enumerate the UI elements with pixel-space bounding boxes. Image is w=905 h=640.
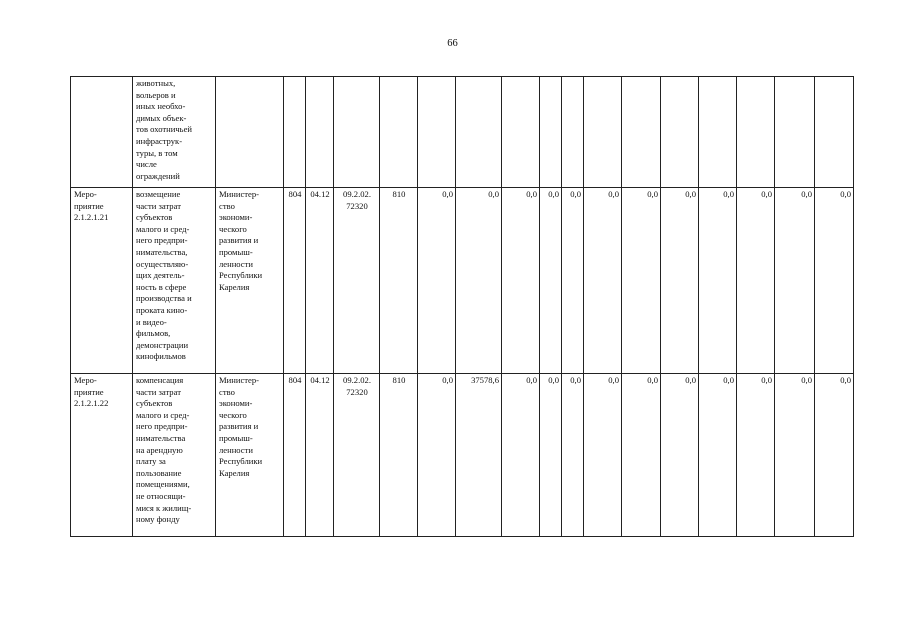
grbs-cell: 804 <box>284 188 306 374</box>
table-row <box>71 77 854 188</box>
description-cell: возмещение части затрат субъектов малого и сред- него предпри- нимательства, осуществляю- щих деятель- ность в сфере производства и проката кино- и видео- фильмов, демонстрации кинофильмов <box>133 188 216 374</box>
value-cell <box>502 77 540 188</box>
value-cell <box>562 77 584 188</box>
value-cell <box>699 77 737 188</box>
table-row <box>71 188 854 374</box>
measure-id-cell: Меро- приятие 2.1.2.1.21 <box>71 188 133 374</box>
value-cell: 0,0 <box>661 188 699 374</box>
value-cell: 0,0 <box>584 188 622 374</box>
value-cell <box>418 77 456 188</box>
value-cell: 0,0 <box>775 374 815 537</box>
value-cell: 0,0 <box>418 188 456 374</box>
value-cell <box>815 77 854 188</box>
value-cell: 0,0 <box>562 374 584 537</box>
value-cell: 0,0 <box>502 374 540 537</box>
description-cell: компенсация части затрат субъектов малого и сред- него предпри- нимательства на арендную плату за пользование помещениями, не относящи- мися к жилищ- ному фонду <box>133 374 216 537</box>
rzpr-cell: 04.12 <box>306 188 334 374</box>
csr-cell: 09.2.02. 72320 <box>334 374 380 537</box>
value-cell: 0,0 <box>502 188 540 374</box>
csr-cell <box>334 77 380 188</box>
value-cell <box>737 77 775 188</box>
value-cell: 37578,6 <box>456 374 502 537</box>
value-cell: 0,0 <box>737 374 775 537</box>
value-cell: 0,0 <box>815 188 854 374</box>
value-cell <box>775 77 815 188</box>
measure-id-cell: Меро- приятие 2.1.2.1.22 <box>71 374 133 537</box>
description-cell: животных, вольеров и иных необхо- димых объек- тов охотничьей инфраструк- туры, в том числе ограждений <box>133 77 216 188</box>
grbs-cell <box>284 77 306 188</box>
value-cell <box>584 77 622 188</box>
value-cell: 0,0 <box>622 188 661 374</box>
budget-table <box>70 76 854 537</box>
executor-cell: Министер- ство экономи- ческого развития и промыш- ленности Республики Карелия <box>216 188 284 374</box>
page-number: 66 <box>447 38 458 49</box>
value-cell: 0,0 <box>562 188 584 374</box>
vr-cell: 810 <box>380 188 418 374</box>
value-cell: 0,0 <box>540 374 562 537</box>
table-row <box>71 374 854 537</box>
value-cell <box>456 77 502 188</box>
value-cell: 0,0 <box>622 374 661 537</box>
value-cell <box>622 77 661 188</box>
value-cell: 0,0 <box>661 374 699 537</box>
value-cell: 0,0 <box>699 374 737 537</box>
value-cell <box>540 77 562 188</box>
executor-cell <box>216 77 284 188</box>
vr-cell <box>380 77 418 188</box>
value-cell: 0,0 <box>584 374 622 537</box>
value-cell: 0,0 <box>737 188 775 374</box>
value-cell <box>661 77 699 188</box>
value-cell: 0,0 <box>775 188 815 374</box>
rzpr-cell <box>306 77 334 188</box>
grbs-cell: 804 <box>284 374 306 537</box>
csr-cell: 09.2.02. 72320 <box>334 188 380 374</box>
value-cell: 0,0 <box>815 374 854 537</box>
vr-cell: 810 <box>380 374 418 537</box>
measure-id-cell <box>71 77 133 188</box>
value-cell: 0,0 <box>418 374 456 537</box>
executor-cell: Министер- ство экономи- ческого развития и промыш- ленности Республики Карелия <box>216 374 284 537</box>
value-cell: 0,0 <box>456 188 502 374</box>
value-cell: 0,0 <box>540 188 562 374</box>
value-cell: 0,0 <box>699 188 737 374</box>
rzpr-cell: 04.12 <box>306 374 334 537</box>
